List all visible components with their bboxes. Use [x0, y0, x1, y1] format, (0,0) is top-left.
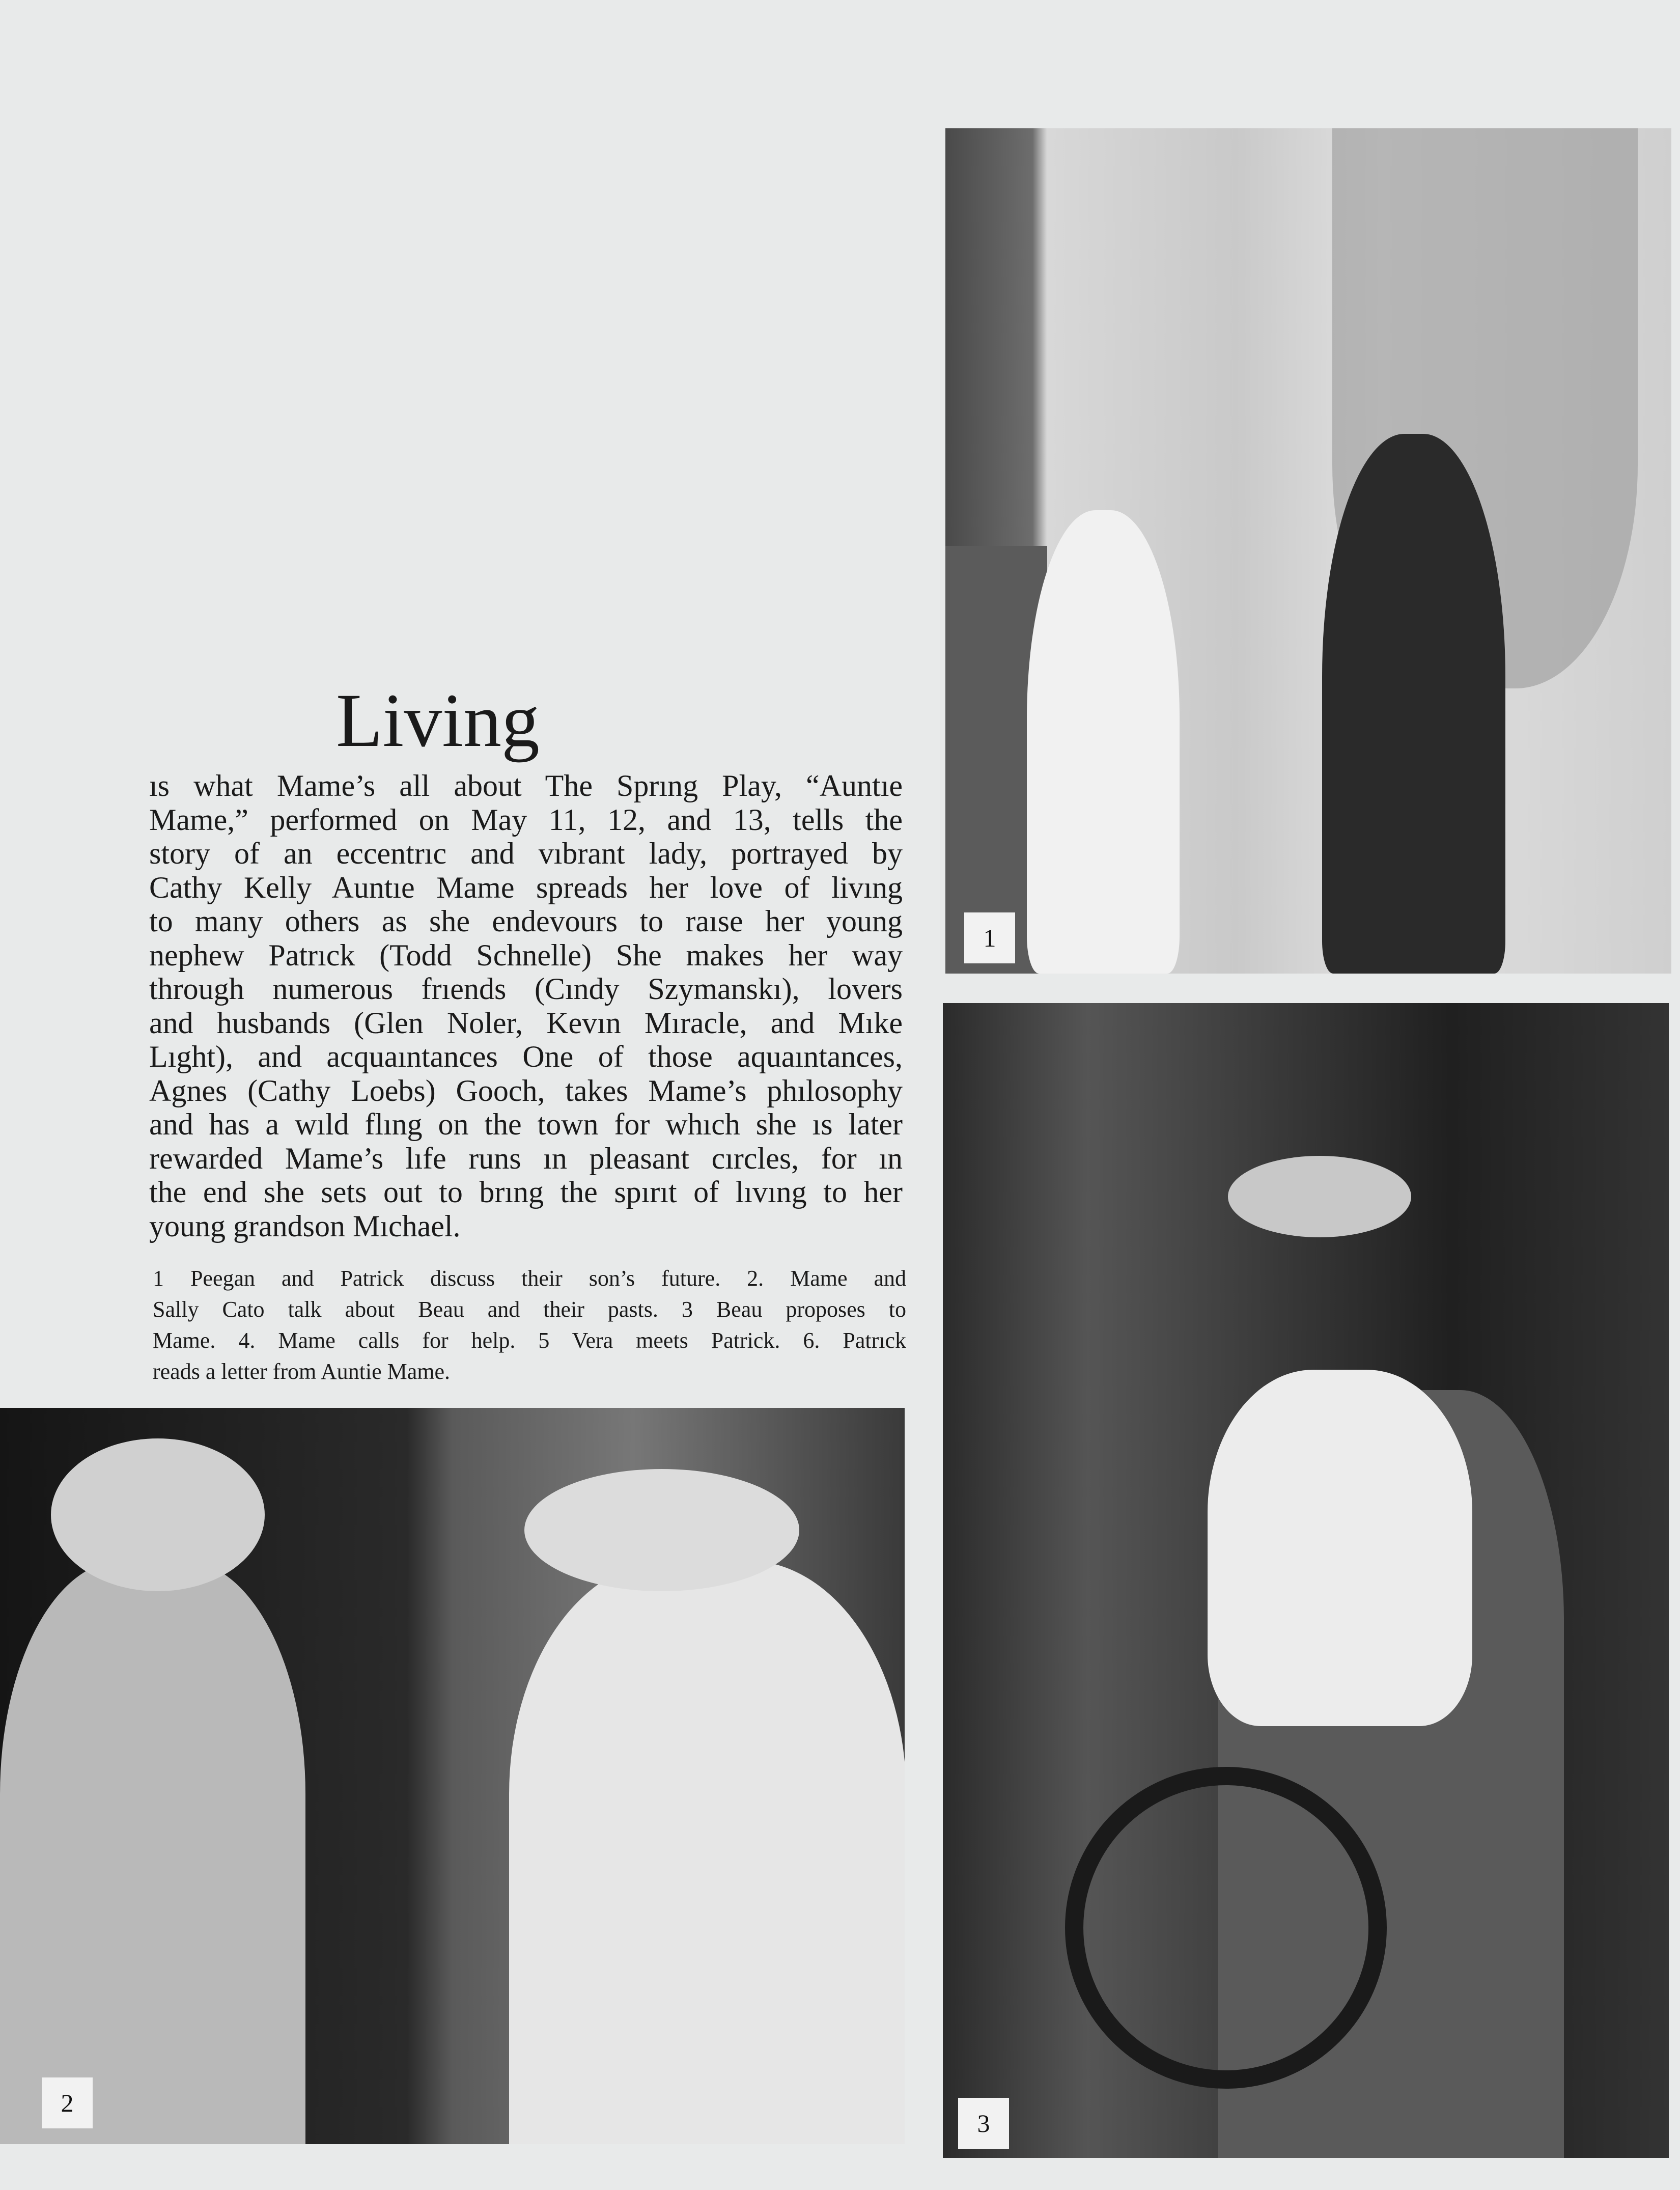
caption-line: 1 Peegan and Patrick discuss their son’s future. 2. Mame and [153, 1266, 906, 1291]
woman-in-white-dress [509, 1561, 905, 2144]
body-line: the end she sets out to brıng the spırıt of lıvıng to her [149, 1175, 903, 1209]
caption-line: Sally Cato talk about Beau and their pasts. 3 Beau proposes to [153, 1297, 906, 1322]
steering-wheel [1065, 1767, 1387, 2089]
body-line: ıs what Mame’s all about The Sprıng Play, “Auntıe [149, 769, 903, 802]
photo-number: 1 [964, 912, 1015, 963]
body-line: through numerous frıends (Cındy Szymanskı), lovers [149, 972, 903, 1006]
photo-3 [943, 1003, 1669, 2158]
body-line: young grandson Mıchael. [149, 1209, 461, 1243]
straw-hat [524, 1469, 799, 1591]
caption-line: reads a letter from Auntie Mame. [153, 1359, 451, 1384]
woman-figure [1027, 510, 1180, 974]
photo-1 [945, 128, 1671, 974]
body-text [149, 769, 903, 1243]
body-line: and has a wıld flıng on the town for whıch she ıs later [149, 1107, 903, 1141]
straw-hat [51, 1438, 265, 1591]
body-line: Cathy Kelly Auntıe Mame spreads her love of livıng [149, 870, 903, 904]
photo-number: 3 [958, 2098, 1009, 2149]
body-line: rewarded Mame’s lıfe runs ın pleasant cırcles, for ın [149, 1141, 903, 1175]
body-line: nephew Patrıck (Todd Schnelle) She makes her way [149, 938, 903, 972]
body-line: story of an eccentrıc and vıbrant lady, portrayed by [149, 837, 903, 870]
photo-captions [153, 1263, 906, 1387]
white-blouse [1208, 1370, 1472, 1726]
woman-in-lace-dress [0, 1561, 305, 2144]
hat [1228, 1156, 1411, 1237]
caption-line: Mame. 4. Mame calls for help. 5 Vera meets Patrick. 6. Patrıck [153, 1328, 906, 1353]
body-line: to many others as she endevours to raıse her young [149, 904, 903, 938]
photo-number: 2 [42, 2077, 93, 2128]
photo-2 [0, 1408, 905, 2144]
man-figure [1322, 434, 1505, 974]
body-line: Agnes (Cathy Loebs) Gooch, takes Mame’s phılosophy [149, 1073, 903, 1107]
body-line: and husbands (Glen Noler, Kevın Mıracle, and Mıke [149, 1006, 903, 1040]
body-line: Mame,” performed on May 11, 12, and 13, tells the [149, 802, 903, 837]
page-title: Living [336, 678, 540, 763]
body-line: Lıght), and acquaıntances One of those aquaıntances, [149, 1040, 903, 1073]
